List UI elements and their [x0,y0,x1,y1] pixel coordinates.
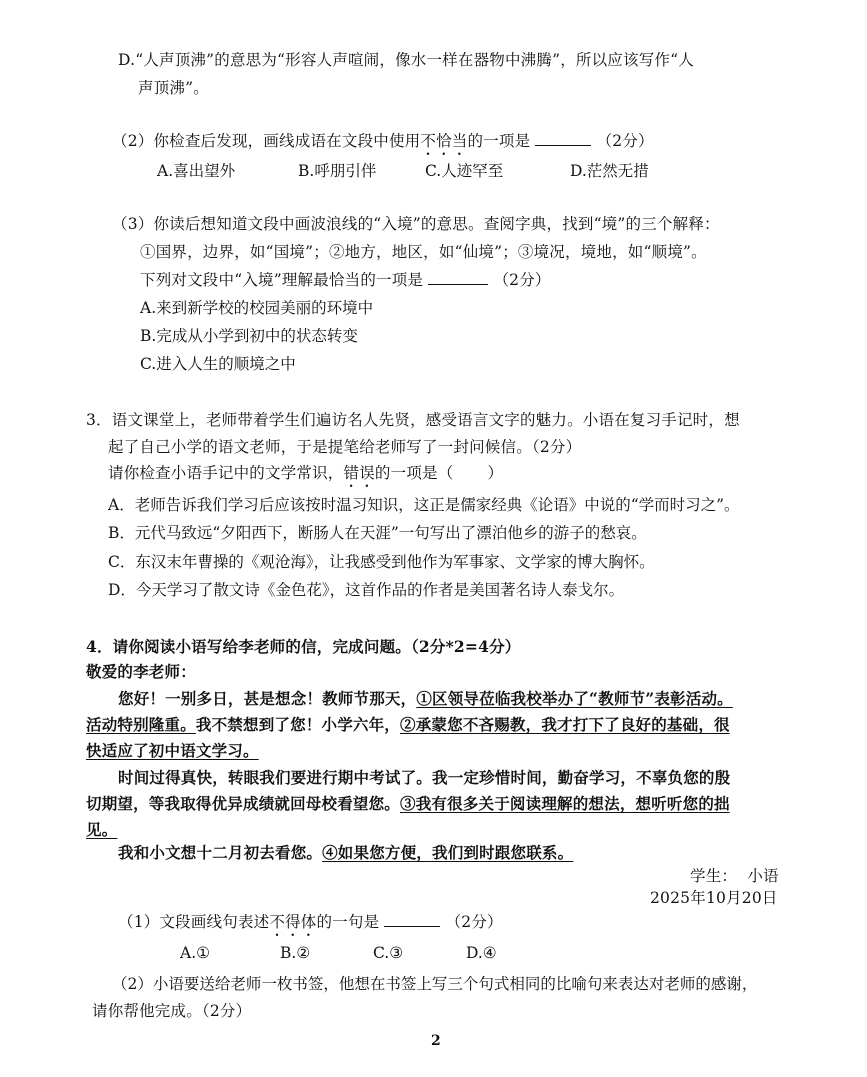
q4-underlined-sentence-1: ①区领导莅临我校举办了“教师节”表彰活动。 [416,689,733,708]
q3-prompt-emphasis: 错误 [343,464,375,482]
q2-sub2-prefix: （2）你检查后发现，画线成语在文段中使用 [112,132,421,150]
q4-sub1-emphasis: 不得体 [269,913,317,931]
q2-sub2-option-b: B.呼朋引伴 [298,162,377,180]
q4-letter-p2-line2 [86,794,730,814]
q2-sub3-score: （2分） [493,271,551,289]
q4-underlined-sentence-4: ④如果您方便，我们到时跟您联系。 [322,843,574,862]
q2-sub3-prompt [140,270,551,290]
q4-sub2-line1: （2）小语要送给老师一枚书签，他想在书签上写三个句式相同的比喻句来表达对老师的感谢， [112,975,758,993]
q4-sub2-line2: 请你帮他完成。（2分） [92,1002,252,1020]
q2-sub2-option-c: C.人迹罕至 [425,162,504,180]
q2-sub3-option-c: C.进入人生的顺境之中 [140,355,296,373]
q4-sub1-prefix: （1）文段画线句表述 [118,913,270,931]
page-number: 2 [431,1033,441,1049]
q3-option-a: A．老师告诉我们学习后应该按时温习知识，这正是儒家经典《论语》中说的“学而时习之”。 [108,496,740,514]
q3-stem-line1: 3．语文课堂上，老师带着学生们遍访名人先贤，感受语言文字的魅力。小语在复习手记时，想 [86,411,740,429]
answer-blank[interactable] [535,131,591,146]
answer-blank[interactable] [384,912,440,927]
q4-underlined-sentence-3-cont: 见。 [86,820,118,839]
q2-sub2-suffix: 的一项是 [467,132,531,150]
q3-option-b: B．元代马致远“夕阳西下，断肠人在天涯”一句写出了漂泊他乡的游子的愁哀。 [108,524,647,542]
q3-stem-line2: 起了自己小学的语文老师，于是提笔给老师写了一封问候信。（2分） [108,438,582,456]
q2-sub2-option-d: D.茫然无措 [570,162,649,180]
q3-prompt [108,463,503,491]
q3-prompt-close: ） [487,464,504,482]
q4-letter-p1-line2 [86,715,730,735]
q2-sub3-question: （3）你读后想知道文段中画波浪线的“入境”的意思。查阅字典，找到“境”的三个解释： [112,215,720,233]
q2-sub2-score: （2分） [596,132,654,150]
q3-option-c: C．东汉末年曹操的《观沧海》，让我感受到他作为军事家、文学家的博大胸怀。 [108,553,655,571]
q4-sub1-question [118,912,503,940]
q4-underlined-sentence-1-cont: 活动特别隆重。 [86,715,196,734]
q4-sub1-option-b: B.② [280,944,311,962]
q4-letter-p2-line3 [86,820,117,840]
q4-date: 2025年10月20日 [650,889,778,907]
q3-prompt-suffix: 的一项是（ [374,464,454,482]
q4-letter-p3 [118,843,573,863]
q2-sub3-definitions: ①国界，边界，如“国境”；②地方，地区，如“仙境”；③境况，境地，如“顺境”。 [140,243,707,261]
q4-letter-p2-line1: 时间过得真快，转眼我们要进行期中考试了。我一定珍惜时间，勤奋学习，不辜负您的殷 [118,768,731,787]
q4-underlined-sentence-2: ②承蒙您不吝赐教，我才打下了良好的基础，很 [400,715,730,734]
q4-sub1-option-c: C.③ [373,944,404,962]
q4-underlined-sentence-2-cont: 快适应了初中语文学习。 [86,741,259,760]
q4-letter-p1-line3 [86,741,259,761]
answer-blank[interactable] [428,270,488,285]
q4-p2-text: 切期望，等我取得优异成绩就回母校看望您。 [86,794,401,813]
q4-salutation: 敬爱的李老师： [86,662,196,681]
q4-p1-text: 您好！一别多日，甚是想念！教师节那天， [118,689,417,708]
q3-option-d: D．今天学习了散文诗《金色花》，这首作品的作者是美国著名诗人泰戈尔。 [108,581,625,599]
q2-sub2-question [112,131,654,159]
q2-option-d-line1: D.“人声顶沸”的意思为“形容人声喧闹，像水一样在器物中沸腾”，所以应该写作“人 [118,51,694,69]
q4-letter-p1-line1 [118,689,733,709]
q2-sub2-emphasis: 不恰当 [420,132,468,150]
q2-sub2-option-a: A.喜出望外 [157,162,236,180]
q4-signature: 学生： 小语 [690,867,779,885]
q4-sub1-suffix: 的一句是 [316,913,380,931]
q2-sub3-option-a: A.来到新学校的校园美丽的环境中 [140,299,374,317]
q4-sub1-option-d: D.④ [466,944,497,962]
q2-sub3-prompt-text: 下列对文段中“入境”理解最恰当的一项是 [140,271,424,289]
q4-sub1-score: （2分） [445,913,503,931]
q4-p1-text-2: 我不禁想到了您！小学六年， [195,715,401,734]
q2-sub3-option-b: B.完成从小学到初中的状态转变 [140,327,358,345]
q4-p3-text: 我和小文想十二月初去看您。 [118,843,323,862]
q2-option-d-line2: 声顶沸”。 [138,79,209,97]
q4-underlined-sentence-3: ③我有很多关于阅读理解的想法，想听听您的拙 [400,794,730,813]
q3-prompt-prefix: 请你检查小语手记中的文学常识， [108,464,344,482]
q4-title: 4．请你阅读小语写给李老师的信，完成问题。（2分*2=4分） [86,637,521,656]
q4-sub1-option-a: A.① [180,944,211,962]
